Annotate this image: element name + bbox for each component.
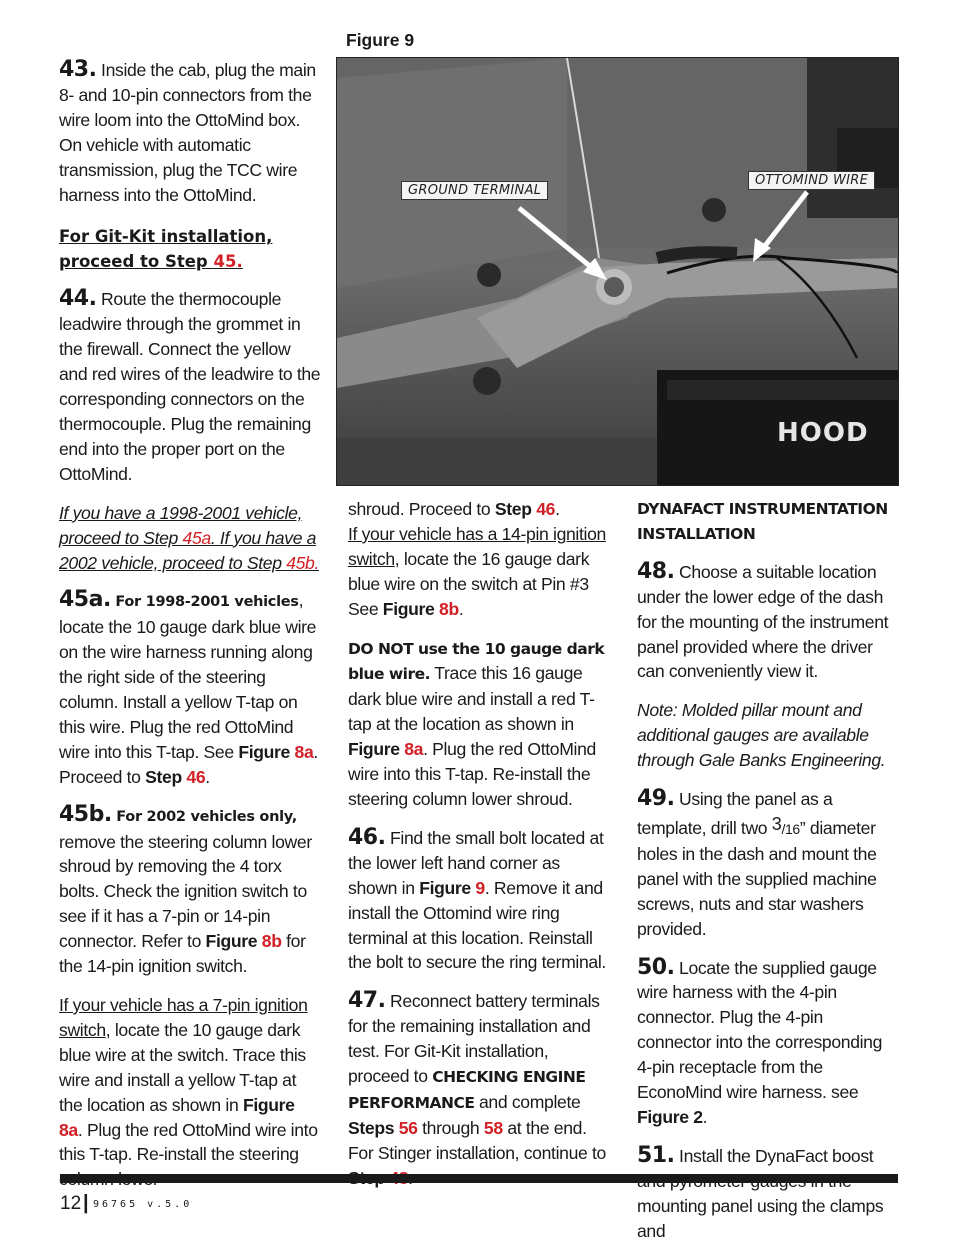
seven-pin-instructions: [59, 993, 321, 1192]
figure-ref-label: Figure: [348, 739, 400, 760]
git-kit-step-link[interactable]: 45.: [213, 252, 243, 272]
step-45a-link[interactable]: 45a: [182, 527, 211, 548]
step-text: remove the steering column lower shroud by removing the 4 torx bolts. Check the ignition switch to see if it has a 7-pin or 14-pin connector. Refer to: [59, 831, 312, 952]
step-text: . Proceed to: [59, 741, 318, 787]
git-kit-note: [59, 224, 321, 274]
step-46-link[interactable]: 46: [186, 766, 206, 787]
section-heading: DYNAFACT INSTRUMENTATION INSTALLATION: [637, 500, 888, 543]
step-text: Install the DynaFact boost mounting panel using the clamps and: [637, 1145, 884, 1241]
page-number: 12: [60, 1193, 82, 1214]
step-text: Find the small bolt located at the lower left hand corner as shown in: [348, 827, 604, 898]
figure-8b-link[interactable]: 8b: [261, 931, 282, 952]
fraction-numerator: 3: [771, 813, 782, 834]
step-number: 51.: [637, 1142, 675, 1168]
note-text: If you have a 1998-2001 vehicle, proceed to Step: [59, 502, 303, 548]
punctuation: .: [205, 766, 210, 787]
fourteen-pin-instructions: [348, 522, 610, 622]
warning-paragraph: [348, 636, 610, 812]
document-code: 96765 v.5.0: [93, 1199, 193, 1210]
punctuation: .: [555, 499, 560, 519]
note-text: . If you have a 2002 vehicle, proceed to Step: [59, 527, 317, 573]
punctuation: .: [458, 598, 464, 619]
step-number: 50.: [637, 954, 675, 980]
ground-terminal-callout: GROUND TERMINAL: [401, 181, 548, 200]
step-50: [637, 956, 899, 1130]
step-text: ” diameter holes in the dash and mount the panel with the supplied machine screws, nuts and star washers provided.: [637, 817, 877, 939]
step-text: . Plug the red OttoMind wire into this T-tap. Re-install the steering column lower shroud.: [348, 739, 596, 809]
shroud-continuation: [348, 497, 610, 522]
step-text: at the end. For Stinger installation, continue to: [348, 1117, 606, 1163]
step-text: . Remove it and install the Ottomind wire ring terminal at this location. Reinstall the bolt to secure the ring terminal.: [348, 877, 606, 973]
figure-8a-link[interactable]: 8a: [404, 739, 424, 760]
punctuation: .: [702, 1106, 708, 1127]
figure-title: Figure 9: [346, 30, 415, 50]
step-48: [637, 560, 899, 685]
figure-ref-label: Figure: [205, 931, 258, 952]
vehicle-year-note: [59, 501, 321, 576]
step-text: , locate the 16 gauge dark blue wire on the switch at Pin #3 See: [348, 548, 590, 619]
step-number: 44.: [59, 286, 97, 312]
warning-text: DO NOT use the 10 gauge dark blue wire.: [348, 639, 605, 684]
checking-engine-performance-link[interactable]: CHECKING ENGINE PERFORMANCE: [348, 1068, 586, 1112]
step-number: 45a.: [59, 587, 111, 613]
ottomind-wire-callout: OTTOMIND WIRE: [748, 171, 875, 190]
step-number: 47.: [348, 988, 386, 1014]
footer-rule: [60, 1174, 898, 1183]
step-44: [59, 287, 321, 486]
figure-9-link[interactable]: 9: [475, 877, 485, 898]
figure-8a-link[interactable]: 8a: [294, 741, 314, 762]
step-49: [637, 787, 899, 941]
step-text: Using the panel as a template, drill two: [637, 789, 833, 838]
step-51: [637, 1144, 899, 1243]
figure-8b-link[interactable]: 8b: [439, 598, 459, 619]
step-text: for the 14-pin ignition switch.: [59, 931, 306, 977]
step-text: Inside the cab, plug the main 8- and 10-pin connectors from the wire loom into the OttoMind box. On vehicle with automatic transmission, plug the TCC wire harness into the OttoMind.: [59, 60, 316, 205]
figure-2-link[interactable]: Figure 2: [637, 1106, 703, 1127]
step-text: through: [417, 1117, 484, 1138]
step-45b-link[interactable]: 45b.: [286, 552, 320, 573]
step-number: 46.: [348, 824, 386, 850]
step-text: Reconnect battery terminals for the remaining installation and test. For Git-Kit installation, proceed to: [348, 991, 600, 1087]
step-text: , locate the 10 gauge dark blue wire on the wire harness running along the right side of the steering column. Install a yellow T-tap on this wire. Plug the red OttoMind wire into this T-tap. See: [59, 590, 317, 762]
step-text: Choose a suitable location under the lower edge of the dash for the mounting of the instrument panel provided where the driver can conveniently view it.: [637, 561, 889, 682]
step-subheading: For 1998-2001 vehicles: [115, 594, 299, 611]
column-3: [637, 497, 899, 1243]
hood-label: HOOD: [777, 418, 869, 448]
seven-pin-heading: If your vehicle has a 7-pin ignition switch: [59, 995, 308, 1040]
figure-ref-label: Figure: [238, 741, 290, 762]
step-ref-label: Step: [494, 499, 532, 519]
page-separator: |: [83, 1192, 89, 1214]
steps-ref-label: Steps: [348, 1117, 395, 1138]
step-text: shroud. Proceed to: [348, 499, 495, 519]
step-ref-label: Step: [145, 766, 182, 787]
note: Note: Molded pillar mount and additional gauges are available through Gale Banks Engineering.: [637, 700, 886, 771]
step-43: [59, 58, 321, 207]
step-45a: [59, 588, 321, 789]
step-46: [348, 826, 610, 975]
figure-8a-link[interactable]: 8a: [59, 1119, 78, 1140]
step-number: 43.: [59, 57, 97, 82]
step-text: Trace this 16 gauge dark blue wire and install a red T-tap at the location as shown in: [348, 663, 595, 735]
fourteen-pin-heading: If your vehicle has a 14-pin ignition switch: [348, 523, 606, 569]
git-kit-text: For Git-Kit installation, proceed to Step: [59, 227, 273, 272]
step-text: and complete: [474, 1091, 581, 1112]
column-2: [348, 497, 610, 1191]
column-1: [59, 58, 321, 1192]
figure-ref-label: Figure: [382, 598, 435, 619]
step-45b: [59, 803, 321, 979]
step-number: 49.: [637, 786, 675, 812]
step-number: 45b.: [59, 801, 112, 827]
step-text: , locate the 10 gauge dark blue wire at the switch. Trace this wire and install a yellow T-tap at the location as shown in: [59, 1019, 306, 1115]
step-number: 48.: [637, 558, 675, 584]
fraction-denominator: /16: [781, 820, 800, 837]
step-text: Locate the supplied gauge wire harness with the 4-pin connector. Plug the 4-pin connector into the corresponding 4-pin receptacle from the EconoMind wire harness. see: [637, 957, 883, 1103]
step-46-link[interactable]: 46: [536, 499, 556, 519]
figure-ref-label: Figure: [242, 1094, 295, 1115]
step-subheading: For 2002 vehicles only,: [116, 808, 298, 825]
step-58-link[interactable]: 58: [483, 1117, 503, 1138]
figure-ref-label: Figure: [419, 877, 471, 898]
step-56-link[interactable]: 56: [398, 1117, 418, 1138]
step-text: . Plug the red OttoMind wire into this T-tap. Re-install the steering: [59, 1119, 318, 1165]
step-text: Route the thermocouple leadwire through the grommet in the firewall. Connect the yellow and red wires of the leadwire to the corresponding connectors on the thermocouple. Plug the remaining end into the proper port on the OttoMind.: [59, 289, 321, 484]
step-47: [348, 989, 610, 1190]
figure-photo: [336, 57, 899, 486]
